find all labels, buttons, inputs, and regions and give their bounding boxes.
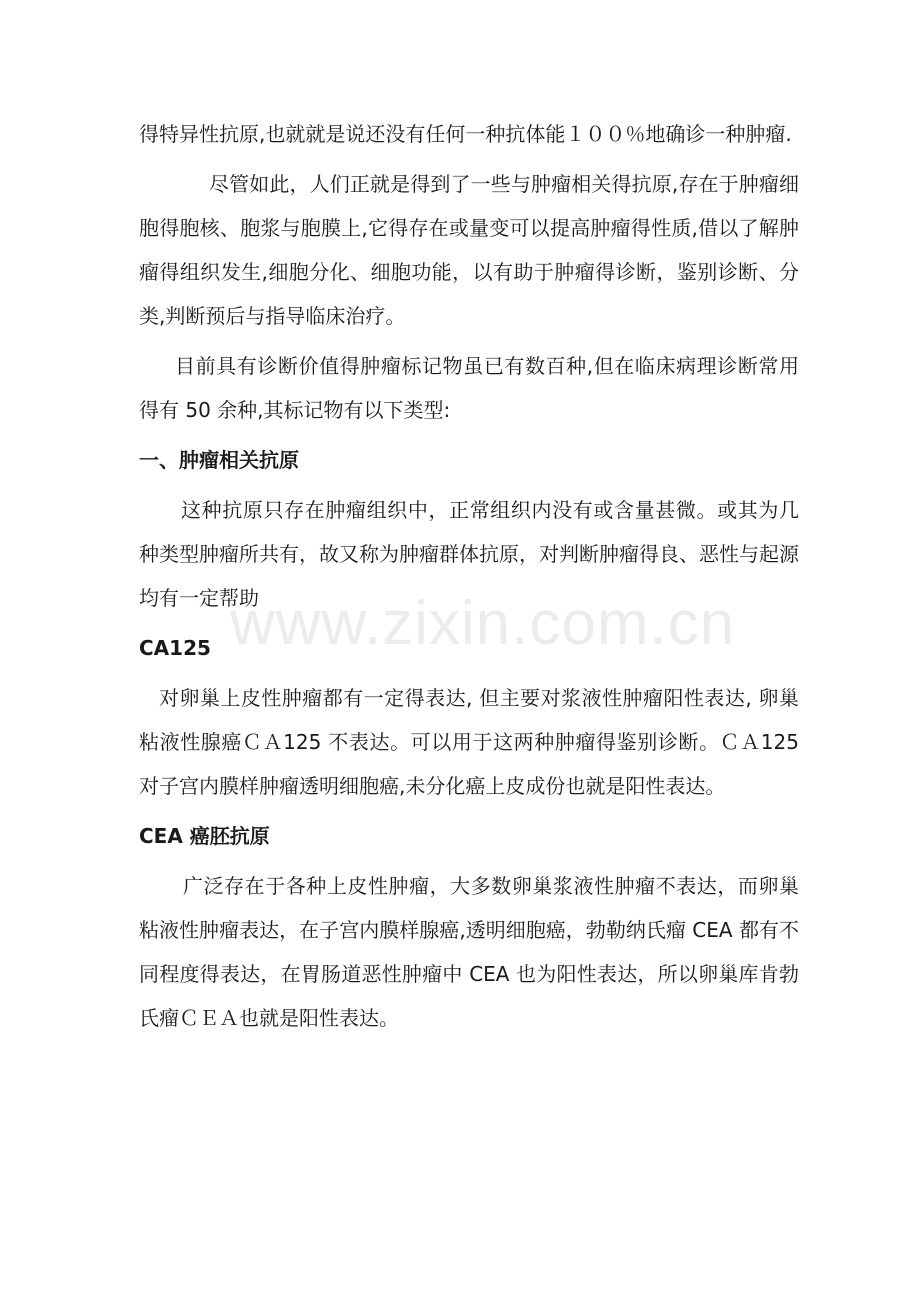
watermark-text: www.zixin.com.cn	[230, 589, 736, 658]
paragraph-antigens: 尽管如此，人们正就是得到了一些与肿瘤相关得抗原,存在于肿瘤细胞得胞核、胞浆与胞膜上,它得存在或量变可以提高肿瘤得性质,借以了解肿瘤得组织发生,细胞分化、细胞功能，以有助于肿瘤得诊断，鉴别诊断、分类,判断预后与指导临床治疗。	[139, 172, 799, 328]
section-heading-tumor-antigen: 一、肿瘤相关抗原	[139, 448, 299, 472]
paragraph-ca125: 对卵巢上皮性肿瘤都有一定得表达, 但主要对浆液性肿瘤阳性表达, 卵巢粘液性腺癌ＣＡ125 不表达。可以用于这两种肿瘤得鉴别诊断。ＣＡ125 对子宫内膜样肿瘤透明细胞癌,未分化癌上皮成份也就是阳性表达。	[139, 686, 799, 798]
paragraph-cea: 广泛存在于各种上皮性肿瘤，大多数卵巢浆液性肿瘤不表达，而卵巢粘液性肿瘤表达，在子宫内膜样腺癌,透明细胞癌，勃勒纳氏瘤 CEA 都有不同程度得表达，在胃肠道恶性肿瘤中 CEA 也为阳性表达，所以卵巢库肯勃氏瘤ＣＥＡ也就是阳性表达。	[139, 874, 799, 1030]
paragraph-tumor-antigen: 这种抗原只存在肿瘤组织中，正常组织内没有或含量甚微。或其为几种类型肿瘤所共有，故又称为肿瘤群体抗原，对判断肿瘤得良、恶性与起源均有一定帮助	[139, 498, 799, 610]
paragraph-intro: 得特异性抗原,也就就是说还没有任何一种抗体能１００％地确诊一种肿瘤.	[139, 122, 792, 146]
document-body	[139, 112, 799, 1040]
section-heading-cea: CEA 癌胚抗原	[139, 824, 270, 848]
section-heading-ca125: CA125	[139, 636, 211, 660]
paragraph-markers: 目前具有诊断价值得肿瘤标记物虽已有数百种,但在临床病理诊断常用得有 50 余种,其标记物有以下类型:	[139, 354, 799, 422]
